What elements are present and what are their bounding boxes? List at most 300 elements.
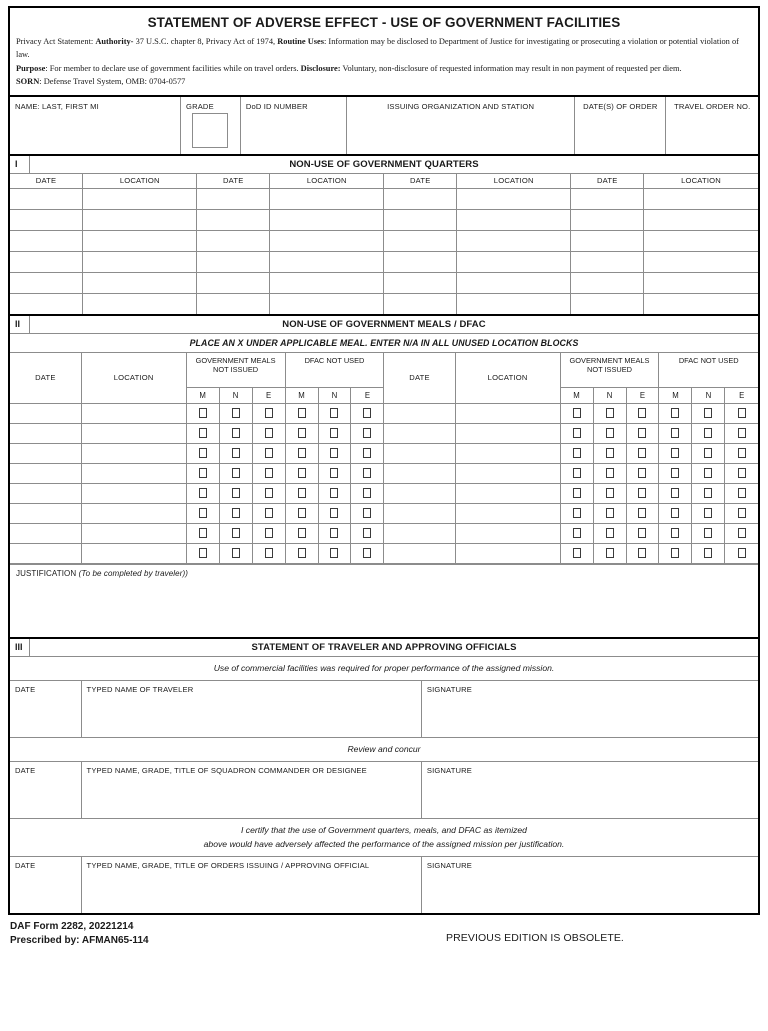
meal-checkbox[interactable] [232, 448, 240, 458]
quarters-date-cell[interactable] [197, 231, 270, 252]
meal-checkbox[interactable] [265, 508, 273, 518]
meal-checkbox[interactable] [638, 548, 646, 558]
meal-checkbox[interactable] [330, 528, 338, 538]
meal-checkbox[interactable] [363, 448, 371, 458]
checkbox-cell-dfac-n-left[interactable] [318, 443, 351, 463]
checkbox-cell-gov-meals-e-left[interactable] [252, 543, 285, 563]
meal-checkbox[interactable] [671, 428, 679, 438]
checkbox-cell-dfac-e-right[interactable] [725, 423, 758, 443]
checkbox-cell-dfac-n-right[interactable] [692, 543, 725, 563]
checkbox-cell-gov-meals-e-left[interactable] [252, 443, 285, 463]
quarters-date-cell[interactable] [10, 189, 83, 210]
meal-checkbox[interactable] [298, 548, 306, 558]
meal-checkbox[interactable] [298, 528, 306, 538]
meals-date-cell-right[interactable] [384, 423, 455, 443]
quarters-date-cell[interactable] [384, 252, 457, 273]
meal-checkbox[interactable] [638, 428, 646, 438]
checkbox-cell-gov-meals-m-left[interactable] [186, 523, 219, 543]
checkbox-cell-gov-meals-n-left[interactable] [219, 423, 252, 443]
dates-of-order-field[interactable] [575, 97, 666, 155]
checkbox-cell-gov-meals-m-right[interactable] [560, 403, 593, 423]
meal-checkbox[interactable] [738, 528, 746, 538]
quarters-location-cell[interactable] [457, 252, 571, 273]
meal-checkbox[interactable] [704, 408, 712, 418]
checkbox-cell-gov-meals-n-right[interactable] [593, 543, 626, 563]
quarters-location-cell[interactable] [457, 294, 571, 315]
meal-checkbox[interactable] [363, 428, 371, 438]
meal-checkbox[interactable] [265, 408, 273, 418]
checkbox-cell-gov-meals-n-left[interactable] [219, 543, 252, 563]
checkbox-cell-dfac-n-left[interactable] [318, 483, 351, 503]
checkbox-cell-gov-meals-m-right[interactable] [560, 523, 593, 543]
meal-checkbox[interactable] [704, 488, 712, 498]
checkbox-cell-gov-meals-m-right[interactable] [560, 483, 593, 503]
quarters-date-cell[interactable] [10, 210, 83, 231]
meal-checkbox[interactable] [704, 468, 712, 478]
checkbox-cell-gov-meals-e-right[interactable] [626, 523, 659, 543]
meals-location-cell-left[interactable] [81, 443, 186, 463]
quarters-date-cell[interactable] [571, 231, 644, 252]
meal-checkbox[interactable] [738, 448, 746, 458]
meal-checkbox[interactable] [330, 508, 338, 518]
checkbox-cell-dfac-e-left[interactable] [351, 443, 384, 463]
meal-checkbox[interactable] [671, 448, 679, 458]
meal-checkbox[interactable] [606, 448, 614, 458]
meal-checkbox[interactable] [330, 408, 338, 418]
checkbox-cell-gov-meals-m-right[interactable] [560, 543, 593, 563]
quarters-date-cell[interactable] [571, 252, 644, 273]
meal-checkbox[interactable] [738, 508, 746, 518]
checkbox-cell-dfac-e-right[interactable] [725, 523, 758, 543]
checkbox-cell-gov-meals-e-right[interactable] [626, 543, 659, 563]
meal-checkbox[interactable] [363, 548, 371, 558]
checkbox-cell-gov-meals-n-left[interactable] [219, 523, 252, 543]
meal-checkbox[interactable] [298, 508, 306, 518]
approving-name-field[interactable] [81, 857, 421, 913]
checkbox-cell-gov-meals-n-right[interactable] [593, 463, 626, 483]
checkbox-cell-gov-meals-e-right[interactable] [626, 463, 659, 483]
meal-checkbox[interactable] [606, 468, 614, 478]
checkbox-cell-dfac-m-right[interactable] [659, 463, 692, 483]
grade-input-box[interactable] [192, 113, 228, 148]
commander-signature-field[interactable] [421, 762, 758, 819]
checkbox-cell-dfac-n-right[interactable] [692, 463, 725, 483]
meal-checkbox[interactable] [606, 508, 614, 518]
meal-checkbox[interactable] [232, 428, 240, 438]
checkbox-cell-dfac-e-right[interactable] [725, 443, 758, 463]
meal-checkbox[interactable] [606, 428, 614, 438]
checkbox-cell-dfac-e-left[interactable] [351, 463, 384, 483]
checkbox-cell-dfac-m-right[interactable] [659, 423, 692, 443]
meal-checkbox[interactable] [638, 488, 646, 498]
checkbox-cell-gov-meals-m-left[interactable] [186, 423, 219, 443]
quarters-date-cell[interactable] [384, 294, 457, 315]
meal-letter-header-dfac-left: E [351, 387, 384, 403]
checkbox-cell-dfac-n-left[interactable] [318, 523, 351, 543]
meals-location-cell-right[interactable] [455, 423, 560, 443]
checkbox-cell-dfac-n-left[interactable] [318, 423, 351, 443]
meals-location-cell-right[interactable] [455, 543, 560, 563]
quarters-location-cell[interactable] [457, 189, 571, 210]
meal-checkbox[interactable] [738, 468, 746, 478]
meal-checkbox[interactable] [704, 548, 712, 558]
meal-checkbox[interactable] [199, 508, 207, 518]
meal-checkbox[interactable] [671, 408, 679, 418]
meal-checkbox[interactable] [363, 488, 371, 498]
meal-checkbox[interactable] [638, 408, 646, 418]
quarters-date-cell[interactable] [571, 294, 644, 315]
meal-checkbox[interactable] [199, 488, 207, 498]
meals-date-cell-right[interactable] [384, 483, 455, 503]
meal-checkbox[interactable] [265, 488, 273, 498]
checkbox-cell-gov-meals-n-left[interactable] [219, 503, 252, 523]
meals-date-cell-right[interactable] [384, 523, 455, 543]
checkbox-cell-dfac-e-left[interactable] [351, 523, 384, 543]
meals-date-cell-left[interactable] [10, 443, 81, 463]
checkbox-cell-dfac-e-left[interactable] [351, 483, 384, 503]
checkbox-cell-gov-meals-n-right[interactable] [593, 403, 626, 423]
meals-location-cell-right[interactable] [455, 403, 560, 423]
meal-checkbox[interactable] [704, 508, 712, 518]
checkbox-cell-dfac-n-right[interactable] [692, 443, 725, 463]
meal-checkbox[interactable] [671, 468, 679, 478]
checkbox-cell-dfac-e-right[interactable] [725, 503, 758, 523]
checkbox-cell-gov-meals-m-left[interactable] [186, 463, 219, 483]
quarters-location-cell[interactable] [83, 210, 197, 231]
meal-checkbox[interactable] [363, 508, 371, 518]
meal-checkbox[interactable] [199, 528, 207, 538]
meal-checkbox[interactable] [363, 528, 371, 538]
quarters-location-cell[interactable] [457, 231, 571, 252]
justification-area[interactable] [10, 564, 758, 639]
meals-location-cell-right[interactable] [455, 443, 560, 463]
checkbox-cell-gov-meals-m-left[interactable] [186, 403, 219, 423]
meal-checkbox[interactable] [330, 448, 338, 458]
checkbox-cell-dfac-n-right[interactable] [692, 483, 725, 503]
quarters-date-cell[interactable] [197, 189, 270, 210]
checkbox-cell-gov-meals-m-left[interactable] [186, 443, 219, 463]
checkbox-cell-gov-meals-e-left[interactable] [252, 503, 285, 523]
meals-date-cell-right[interactable] [384, 443, 455, 463]
meal-checkbox[interactable] [265, 548, 273, 558]
checkbox-cell-dfac-m-right[interactable] [659, 483, 692, 503]
quarters-date-cell[interactable] [571, 210, 644, 231]
meal-checkbox[interactable] [606, 488, 614, 498]
meal-checkbox[interactable] [738, 548, 746, 558]
quarters-location-cell[interactable] [83, 273, 197, 294]
commander-name-field[interactable] [81, 762, 421, 819]
meal-checkbox[interactable] [573, 468, 581, 478]
checkbox-cell-dfac-m-left[interactable] [285, 523, 318, 543]
quarters-date-cell[interactable] [197, 252, 270, 273]
meals-location-cell-right[interactable] [455, 523, 560, 543]
checkbox-cell-dfac-m-right[interactable] [659, 403, 692, 423]
meals-location-cell-left[interactable] [81, 423, 186, 443]
meal-checkbox[interactable] [704, 448, 712, 458]
quarters-location-cell[interactable] [270, 189, 384, 210]
checkbox-cell-dfac-n-right[interactable] [692, 503, 725, 523]
meal-checkbox[interactable] [330, 468, 338, 478]
traveler-signature-field[interactable] [421, 681, 758, 738]
checkbox-cell-gov-meals-e-right[interactable] [626, 503, 659, 523]
meal-checkbox[interactable] [363, 468, 371, 478]
checkbox-cell-gov-meals-e-left[interactable] [252, 463, 285, 483]
checkbox-cell-gov-meals-n-left[interactable] [219, 483, 252, 503]
quarters-location-cell[interactable] [270, 231, 384, 252]
meals-date-cell-left[interactable] [10, 543, 81, 563]
checkbox-cell-dfac-m-left[interactable] [285, 403, 318, 423]
meal-checkbox[interactable] [573, 528, 581, 538]
quarters-location-cell[interactable] [644, 294, 759, 315]
traveler-name-label: TYPED NAME OF TRAVELER [86, 684, 194, 694]
checkbox-cell-gov-meals-e-right[interactable] [626, 403, 659, 423]
meals-location-cell-left[interactable] [81, 543, 186, 563]
meal-checkbox[interactable] [606, 548, 614, 558]
checkbox-cell-dfac-n-right[interactable] [692, 403, 725, 423]
traveler-date-field[interactable] [10, 681, 81, 738]
quarters-location-cell[interactable] [83, 252, 197, 273]
quarters-location-cell[interactable] [644, 252, 759, 273]
meal-checkbox[interactable] [330, 428, 338, 438]
meals-date-cell-left[interactable] [10, 403, 81, 423]
checkbox-cell-dfac-n-left[interactable] [318, 463, 351, 483]
quarters-date-cell[interactable] [384, 189, 457, 210]
checkbox-cell-gov-meals-m-right[interactable] [560, 423, 593, 443]
meal-checkbox[interactable] [265, 428, 273, 438]
meal-checkbox[interactable] [638, 508, 646, 518]
quarters-location-cell[interactable] [644, 231, 759, 252]
meal-checkbox[interactable] [573, 488, 581, 498]
quarters-location-cell[interactable] [270, 294, 384, 315]
meal-checkbox[interactable] [671, 488, 679, 498]
checkbox-cell-dfac-m-right[interactable] [659, 443, 692, 463]
meals-location-cell-right[interactable] [455, 463, 560, 483]
meal-checkbox[interactable] [638, 468, 646, 478]
checkbox-cell-gov-meals-n-right[interactable] [593, 503, 626, 523]
meal-checkbox[interactable] [671, 548, 679, 558]
meal-checkbox[interactable] [199, 468, 207, 478]
meal-checkbox[interactable] [232, 468, 240, 478]
checkbox-cell-dfac-n-left[interactable] [318, 543, 351, 563]
dod-id-field[interactable] [240, 97, 346, 155]
checkbox-cell-dfac-m-right[interactable] [659, 523, 692, 543]
meal-checkbox[interactable] [298, 408, 306, 418]
meal-checkbox[interactable] [298, 448, 306, 458]
meal-checkbox[interactable] [573, 428, 581, 438]
checkbox-cell-gov-meals-m-right[interactable] [560, 503, 593, 523]
checkbox-cell-dfac-n-right[interactable] [692, 523, 725, 543]
meal-checkbox[interactable] [265, 468, 273, 478]
quarters-location-cell[interactable] [83, 231, 197, 252]
grade-field[interactable] [181, 97, 241, 155]
quarters-location-cell[interactable] [270, 273, 384, 294]
meals-date-cell-left[interactable] [10, 423, 81, 443]
quarters-location-cell[interactable] [83, 294, 197, 315]
checkbox-cell-gov-meals-e-left[interactable] [252, 523, 285, 543]
meals-date-cell-left[interactable] [10, 523, 81, 543]
quarters-location-cell[interactable] [644, 210, 759, 231]
meals-location-cell-left[interactable] [81, 403, 186, 423]
meal-checkbox[interactable] [573, 408, 581, 418]
quarters-date-cell[interactable] [197, 273, 270, 294]
meal-checkbox[interactable] [573, 508, 581, 518]
meal-checkbox[interactable] [298, 468, 306, 478]
checkbox-cell-dfac-e-left[interactable] [351, 503, 384, 523]
checkbox-cell-gov-meals-m-left[interactable] [186, 543, 219, 563]
meal-checkbox[interactable] [704, 428, 712, 438]
meal-checkbox[interactable] [199, 548, 207, 558]
quarters-location-cell[interactable] [457, 210, 571, 231]
quarters-location-cell[interactable] [644, 273, 759, 294]
meal-checkbox[interactable] [199, 428, 207, 438]
quarters-date-cell[interactable] [10, 252, 83, 273]
checkbox-cell-gov-meals-m-right[interactable] [560, 443, 593, 463]
meal-checkbox[interactable] [638, 448, 646, 458]
quarters-location-cell[interactable] [270, 252, 384, 273]
checkbox-cell-dfac-m-left[interactable] [285, 543, 318, 563]
quarters-date-cell[interactable] [384, 231, 457, 252]
approving-date-field[interactable] [10, 857, 81, 913]
meal-checkbox[interactable] [704, 528, 712, 538]
issuing-organization-field[interactable] [347, 97, 575, 155]
meals-date-cell-left[interactable] [10, 483, 81, 503]
checkbox-cell-dfac-e-right[interactable] [725, 543, 758, 563]
meal-checkbox[interactable] [265, 528, 273, 538]
checkbox-cell-dfac-e-right[interactable] [725, 483, 758, 503]
quarters-date-cell[interactable] [571, 189, 644, 210]
traveler-name-field[interactable] [81, 681, 421, 738]
meal-checkbox[interactable] [606, 528, 614, 538]
quarters-date-cell[interactable] [384, 210, 457, 231]
checkbox-cell-dfac-m-left[interactable] [285, 443, 318, 463]
quarters-column-header: DATE [197, 174, 270, 189]
checkbox-cell-dfac-m-left[interactable] [285, 423, 318, 443]
checkbox-cell-dfac-m-left[interactable] [285, 503, 318, 523]
meal-checkbox[interactable] [232, 508, 240, 518]
privacy-label: Privacy Act Statement: [16, 37, 94, 46]
meal-checkbox[interactable] [738, 408, 746, 418]
meal-checkbox[interactable] [232, 488, 240, 498]
meals-location-cell-left[interactable] [81, 523, 186, 543]
meal-checkbox[interactable] [573, 548, 581, 558]
meal-checkbox[interactable] [298, 488, 306, 498]
meal-checkbox[interactable] [232, 548, 240, 558]
checkbox-cell-gov-meals-n-right[interactable] [593, 443, 626, 463]
meals-location-cell-right[interactable] [455, 483, 560, 503]
quarters-date-cell[interactable] [10, 294, 83, 315]
quarters-date-cell[interactable] [384, 273, 457, 294]
commander-date-field[interactable] [10, 762, 81, 819]
meal-checkbox[interactable] [232, 528, 240, 538]
checkbox-cell-gov-meals-n-right[interactable] [593, 423, 626, 443]
meals-location-cell-left[interactable] [81, 503, 186, 523]
statement-certification-text [10, 819, 758, 857]
privacy-routine-uses-label: Routine Uses [277, 37, 324, 46]
checkbox-cell-dfac-m-left[interactable] [285, 483, 318, 503]
checkbox-cell-gov-meals-e-left[interactable] [252, 423, 285, 443]
meal-checkbox[interactable] [330, 548, 338, 558]
checkbox-cell-dfac-m-right[interactable] [659, 543, 692, 563]
checkbox-cell-gov-meals-m-left[interactable] [186, 483, 219, 503]
checkbox-cell-gov-meals-e-left[interactable] [252, 403, 285, 423]
meal-checkbox[interactable] [671, 508, 679, 518]
meals-date-cell-left[interactable] [10, 463, 81, 483]
quarters-date-cell[interactable] [10, 273, 83, 294]
checkbox-cell-dfac-m-right[interactable] [659, 503, 692, 523]
name-field[interactable] [10, 97, 181, 155]
checkbox-cell-gov-meals-n-left[interactable] [219, 403, 252, 423]
meal-checkbox[interactable] [738, 488, 746, 498]
quarters-date-cell[interactable] [197, 210, 270, 231]
meals-date-header-left: DATE [10, 353, 81, 403]
quarters-date-cell[interactable] [197, 294, 270, 315]
meal-checkbox[interactable] [363, 408, 371, 418]
section-1-quarters-table [10, 174, 758, 314]
meals-date-cell-right[interactable] [384, 403, 455, 423]
checkbox-cell-dfac-m-left[interactable] [285, 463, 318, 483]
quarters-location-cell[interactable] [83, 189, 197, 210]
meals-date-cell-left[interactable] [10, 503, 81, 523]
checkbox-cell-gov-meals-n-right[interactable] [593, 483, 626, 503]
checkbox-cell-gov-meals-e-left[interactable] [252, 483, 285, 503]
checkbox-cell-gov-meals-m-left[interactable] [186, 503, 219, 523]
checkbox-cell-gov-meals-e-right[interactable] [626, 443, 659, 463]
checkbox-cell-dfac-n-left[interactable] [318, 403, 351, 423]
meal-checkbox[interactable] [330, 488, 338, 498]
quarters-location-cell[interactable] [644, 189, 759, 210]
quarters-location-cell[interactable] [457, 273, 571, 294]
quarters-date-cell[interactable] [10, 231, 83, 252]
checkbox-cell-dfac-n-right[interactable] [692, 423, 725, 443]
section-2-title: NON-USE OF GOVERNMENT MEALS / DFAC [282, 319, 486, 331]
checkbox-cell-gov-meals-m-right[interactable] [560, 463, 593, 483]
commander-signature-label: SIGNATURE [426, 766, 472, 776]
checkbox-cell-gov-meals-n-left[interactable] [219, 463, 252, 483]
checkbox-cell-gov-meals-n-right[interactable] [593, 523, 626, 543]
meals-date-cell-right[interactable] [384, 503, 455, 523]
checkbox-cell-gov-meals-e-right[interactable] [626, 483, 659, 503]
quarters-date-cell[interactable] [571, 273, 644, 294]
travel-order-no-field[interactable] [666, 97, 758, 155]
meals-location-cell-left[interactable] [81, 463, 186, 483]
approving-signature-field[interactable] [421, 857, 758, 913]
justification-title: JUSTIFICATION [16, 568, 77, 578]
meal-checkbox[interactable] [638, 528, 646, 538]
meal-checkbox[interactable] [199, 408, 207, 418]
checkbox-cell-dfac-e-right[interactable] [725, 463, 758, 483]
meal-checkbox[interactable] [298, 428, 306, 438]
meal-checkbox[interactable] [738, 428, 746, 438]
meal-checkbox[interactable] [232, 408, 240, 418]
meal-checkbox[interactable] [199, 448, 207, 458]
meal-checkbox[interactable] [671, 528, 679, 538]
checkbox-cell-dfac-n-left[interactable] [318, 503, 351, 523]
checkbox-cell-dfac-e-left[interactable] [351, 543, 384, 563]
meal-checkbox[interactable] [265, 448, 273, 458]
meal-checkbox[interactable] [573, 448, 581, 458]
meals-location-cell-right[interactable] [455, 503, 560, 523]
checkbox-cell-gov-meals-n-left[interactable] [219, 443, 252, 463]
checkbox-cell-gov-meals-e-right[interactable] [626, 423, 659, 443]
meal-checkbox[interactable] [606, 408, 614, 418]
checkbox-cell-dfac-e-right[interactable] [725, 403, 758, 423]
quarters-location-cell[interactable] [270, 210, 384, 231]
meals-location-cell-left[interactable] [81, 483, 186, 503]
checkbox-cell-dfac-e-left[interactable] [351, 423, 384, 443]
meals-date-cell-right[interactable] [384, 463, 455, 483]
meals-date-cell-right[interactable] [384, 543, 455, 563]
checkbox-cell-dfac-e-left[interactable] [351, 403, 384, 423]
